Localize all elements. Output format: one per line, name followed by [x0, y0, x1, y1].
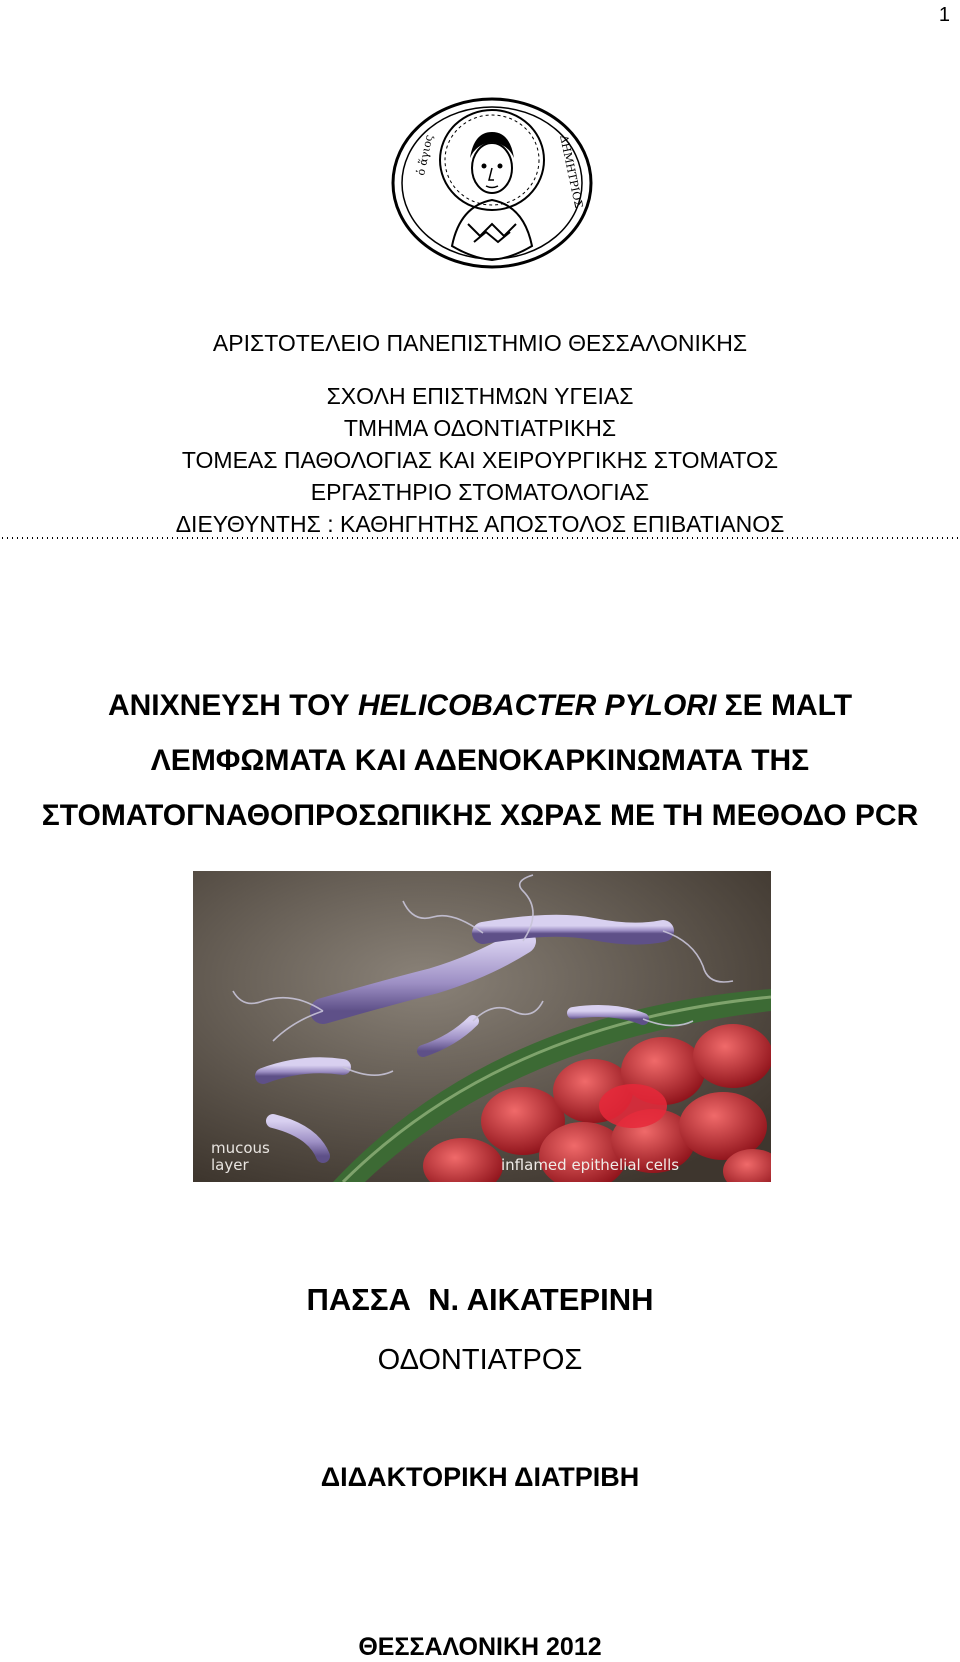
seal-robe-pattern [468, 224, 516, 242]
title-species: HELICOBACTER PYLORI [357, 689, 717, 722]
director-line: ΔΙΕΥΘΥΝΤΗΣ : ΚΑΘΗΓΗΤΗΣ ΑΠΟΣΤΟΛΟΣ ΕΠΙΒΑΤΙΑΝΟΣ [175, 511, 785, 537]
university-seal-logo [390, 96, 594, 270]
dotted-divider [0, 535, 960, 541]
title-line-3: ΣΤΟΜΑΤΟΓΝΑΘΟΠΡΟΣΩΠΙΚΗΣ ΧΩΡΑΣ ΜΕ ΤΗ ΜΕΘΟΔΟ PCR [41, 799, 919, 832]
school-line: ΣΧΟΛΗ ΕΠΙΣΤΗΜΩΝ ΥΓΕΙΑΣ [326, 383, 634, 409]
helicobacter-illustration [193, 871, 771, 1182]
seal-eye-right [498, 164, 503, 169]
seal-left-letters: ὁ ἅγιος [414, 133, 436, 177]
label-mucous: mucous [211, 1139, 270, 1157]
department-block [0, 380, 960, 540]
department-line: ΤΜΗΜΑ ΟΔΟΝΤΙΑΤΡΙΚΗΣ [343, 415, 617, 441]
title-line-1: ΑΝΙΧΝΕΥΣΗ ΤΟΥ HELICOBACTER PYLORI ΣΕ MALT [107, 689, 853, 722]
author-name: ΠΑΣΣΑ Ν. ΑΙΚΑΤΕΡΙΝΗ [306, 1282, 654, 1317]
seal-right-letters: ΔΗΜΗΤΡΙΟΣ [557, 133, 586, 210]
seal-eye-left [482, 164, 487, 169]
laboratory-line: ΕΡΓΑΣΤΗΡΙΟ ΣΤΟΜΑΤΟΛΟΓΙΑΣ [310, 479, 650, 505]
university-name: ΑΡΙΣΤΟΤΕΛΕΙΟ ΠΑΝΕΠΙΣΤΗΜΙΟ ΘΕΣΣΑΛΟΝΙΚΗΣ [212, 330, 748, 356]
document-type: ΔΙΔΑΚΤΟΡΙΚΗ ΔΙΑΤΡΙΒΗ [320, 1462, 640, 1492]
sector-line: ΤΟΜΕΑΣ ΠΑΘΟΛΟΓΙΑΣ ΚΑΙ ΧΕΙΡΟΥΡΓΙΚΗΣ ΣΤΟΜΑΤΟΣ [181, 447, 779, 473]
label-layer: layer [211, 1156, 249, 1174]
page-number: 1 [938, 4, 950, 26]
label-inflamed-cells: inflamed epithelial cells [501, 1156, 680, 1174]
thesis-title [0, 678, 960, 843]
author-profession: ΟΔΟΝΤΙΑΤΡΟΣ [377, 1344, 583, 1376]
title-line-2: ΛΕΜΦΩΜΑΤΑ ΚΑΙ ΑΔΕΝΟΚΑΡΚΙΝΩΜΑΤΑ ΤΗΣ [150, 744, 810, 777]
city-year: ΘΕΣΣΑΛΟΝΙΚΗ 2012 [358, 1633, 602, 1661]
